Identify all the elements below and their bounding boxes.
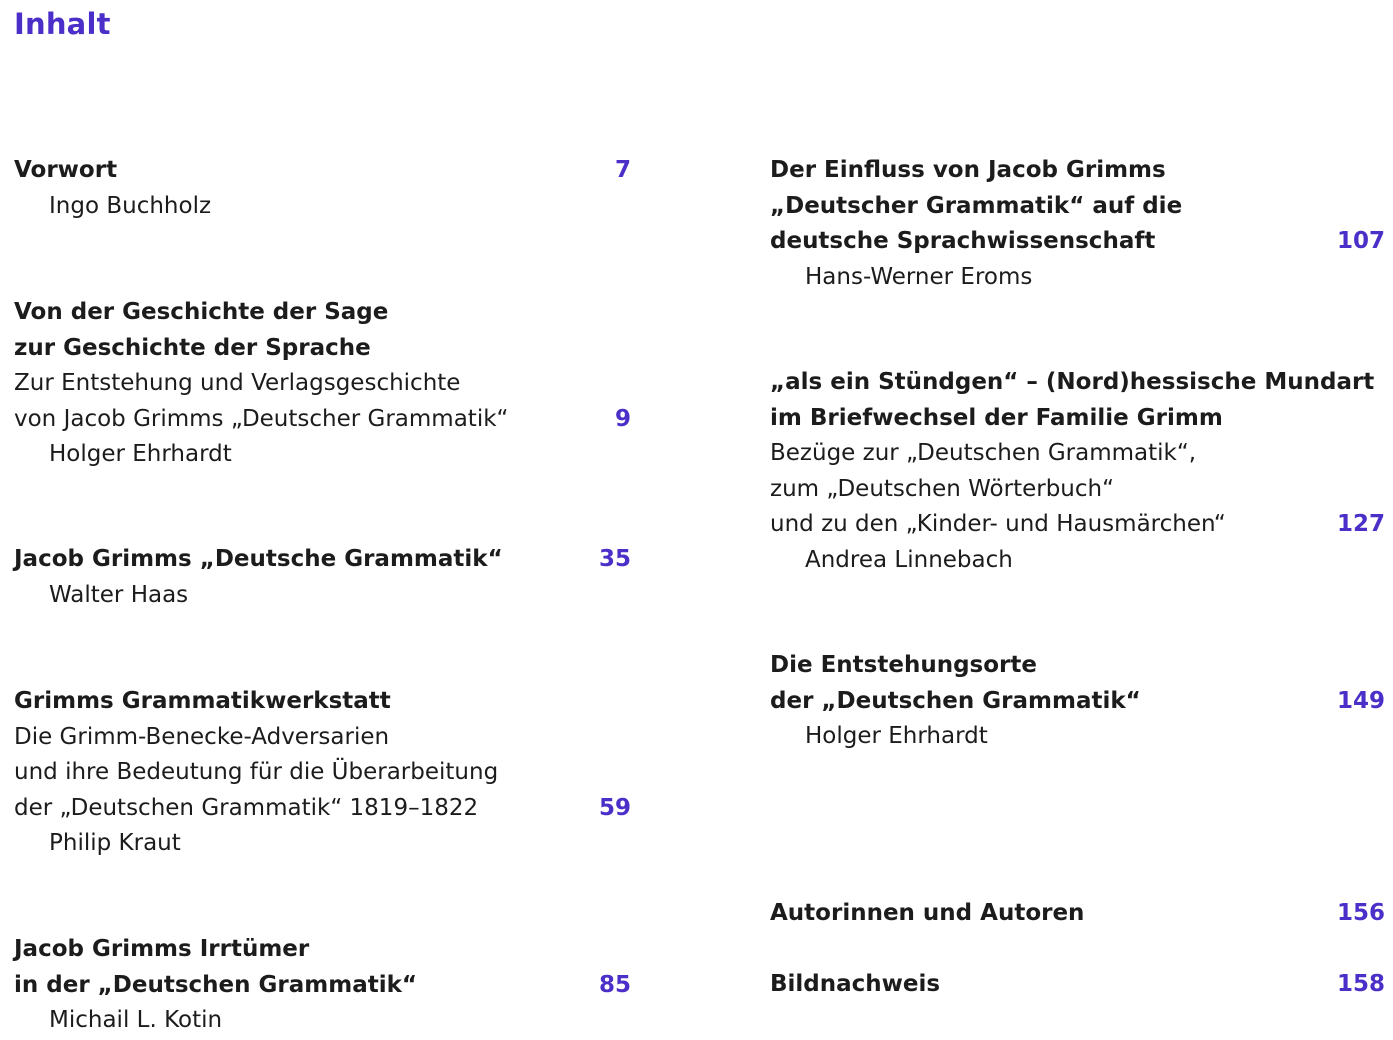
entry-title-line bbox=[14, 684, 631, 720]
entry-author-text: Holger Ehrhardt bbox=[49, 441, 232, 467]
entry-author bbox=[14, 437, 631, 473]
entry-author-text: Walter Haas bbox=[49, 581, 189, 608]
toc-entry[interactable] bbox=[770, 967, 1385, 1003]
entry-subtitle-line-text: der „Deutschen Grammatik“ 1819–1822 bbox=[14, 794, 479, 821]
page-number[interactable]: 156 bbox=[1336, 900, 1385, 926]
entry-author-text: Andrea Linnebach bbox=[805, 546, 1013, 573]
entry-subtitle-line bbox=[14, 720, 631, 756]
entry-subtitle-line-text: von Jacob Grimms „Deutscher Grammatik“ bbox=[14, 405, 509, 432]
page-number[interactable]: 158 bbox=[1336, 971, 1385, 997]
entry-title-line-text: „als ein Stündgen“ – (Nord)hessische Mundart bbox=[770, 369, 1375, 395]
toc-entry[interactable] bbox=[770, 153, 1385, 295]
entry-subtitle-line bbox=[770, 436, 1385, 472]
entry-title-line bbox=[770, 365, 1385, 401]
toc-entry[interactable] bbox=[770, 365, 1385, 578]
entry-title-line bbox=[770, 224, 1385, 260]
entry-author bbox=[14, 1003, 631, 1039]
toc-entry[interactable] bbox=[14, 542, 631, 613]
entry-subtitle-line bbox=[770, 472, 1385, 508]
entry-title-line-text: Der Einfluss von Jacob Grimms bbox=[770, 157, 1166, 183]
page-number[interactable]: 7 bbox=[614, 157, 631, 183]
entry-title-line bbox=[14, 542, 631, 578]
entry-author bbox=[14, 826, 631, 862]
entry-title-line bbox=[770, 189, 1385, 225]
entry-title-line-text: Bildnachweis bbox=[770, 971, 941, 997]
entry-subtitle-line bbox=[14, 755, 631, 791]
entry-title-line-text: Von der Geschichte der Sage bbox=[14, 299, 389, 325]
entry-title-line-text: in der „Deutschen Grammatik“ bbox=[14, 971, 418, 998]
entry-title-line bbox=[770, 648, 1385, 684]
page-number[interactable]: 149 bbox=[1336, 687, 1385, 714]
entry-title-line bbox=[770, 967, 1385, 1003]
toc-entry[interactable] bbox=[14, 295, 631, 473]
entry-subtitle-line-text: und ihre Bedeutung für die Überarbeitung bbox=[14, 759, 499, 785]
page-number[interactable]: 85 bbox=[598, 971, 631, 998]
entry-title-line-text: „Deutscher Grammatik“ auf die bbox=[770, 192, 1183, 219]
entry-title-line-text: Grimms Grammatikwerkstatt bbox=[14, 688, 391, 714]
entry-title-line bbox=[14, 153, 631, 189]
entry-subtitle-line-text: Zur Entstehung und Verlagsgeschichte bbox=[14, 370, 461, 396]
entry-title-line-text: Jacob Grimms „Deutsche Grammatik“ bbox=[14, 546, 503, 572]
entry-title-line-text: Die Entstehungsorte bbox=[770, 652, 1037, 678]
page-number[interactable]: 127 bbox=[1336, 511, 1385, 537]
entry-title-line-text: Vorwort bbox=[14, 157, 118, 183]
entry-author bbox=[14, 578, 631, 614]
page-number[interactable]: 9 bbox=[614, 405, 631, 432]
entry-author bbox=[14, 189, 631, 225]
entry-author-text: Hans-Werner Eroms bbox=[805, 263, 1033, 290]
entry-subtitle-line-text: und zu den „Kinder- und Hausmärchen“ bbox=[770, 511, 1226, 537]
toc-entry[interactable] bbox=[770, 648, 1385, 755]
entry-subtitle-line bbox=[770, 507, 1385, 543]
entry-title-line bbox=[14, 932, 631, 968]
page-number[interactable]: 59 bbox=[598, 794, 631, 821]
toc-entry[interactable] bbox=[14, 153, 631, 224]
entry-title-line-text: Jacob Grimms Irrtümer bbox=[14, 936, 310, 962]
entry-title-line-text: im Briefwechsel der Familie Grimm bbox=[770, 404, 1223, 431]
entry-subtitle-line bbox=[14, 791, 631, 827]
toc-entry[interactable] bbox=[14, 932, 631, 1039]
page-number[interactable]: 107 bbox=[1336, 228, 1385, 254]
toc-entry[interactable] bbox=[14, 684, 631, 862]
entry-title-line bbox=[14, 295, 631, 331]
entry-subtitle-line bbox=[14, 402, 631, 438]
entry-title-line bbox=[770, 401, 1385, 437]
entry-author-text: Ingo Buchholz bbox=[49, 192, 212, 219]
page-title: Inhalt bbox=[14, 7, 111, 41]
page-number[interactable]: 35 bbox=[598, 546, 631, 572]
entry-title-line bbox=[770, 896, 1385, 932]
entry-title-line-text: der „Deutschen Grammatik“ bbox=[770, 687, 1141, 714]
entry-title-line-text: deutsche Sprachwissenschaft bbox=[770, 228, 1156, 254]
entry-title-line bbox=[14, 331, 631, 367]
entry-title-line bbox=[14, 968, 631, 1004]
entry-author-text: Michail L. Kotin bbox=[49, 1007, 223, 1033]
entry-subtitle-line-text: zum „Deutschen Wörterbuch“ bbox=[770, 475, 1115, 502]
entry-title-line-text: Autorinnen und Autoren bbox=[770, 900, 1085, 926]
entry-subtitle-line bbox=[14, 366, 631, 402]
entry-title-line bbox=[770, 153, 1385, 189]
entry-author-text: Holger Ehrhardt bbox=[805, 723, 988, 749]
entry-author bbox=[770, 543, 1385, 579]
entry-author bbox=[770, 260, 1385, 296]
entry-subtitle-line-text: Bezüge zur „Deutschen Grammatik“, bbox=[770, 440, 1197, 466]
entry-author-text: Philip Kraut bbox=[49, 830, 181, 856]
entry-title-line-text: zur Geschichte der Sprache bbox=[14, 334, 371, 361]
entry-title-line bbox=[770, 684, 1385, 720]
toc-entry[interactable] bbox=[770, 896, 1385, 932]
entry-author bbox=[770, 719, 1385, 755]
entry-subtitle-line-text: Die Grimm-Benecke-Adversarien bbox=[14, 723, 390, 750]
